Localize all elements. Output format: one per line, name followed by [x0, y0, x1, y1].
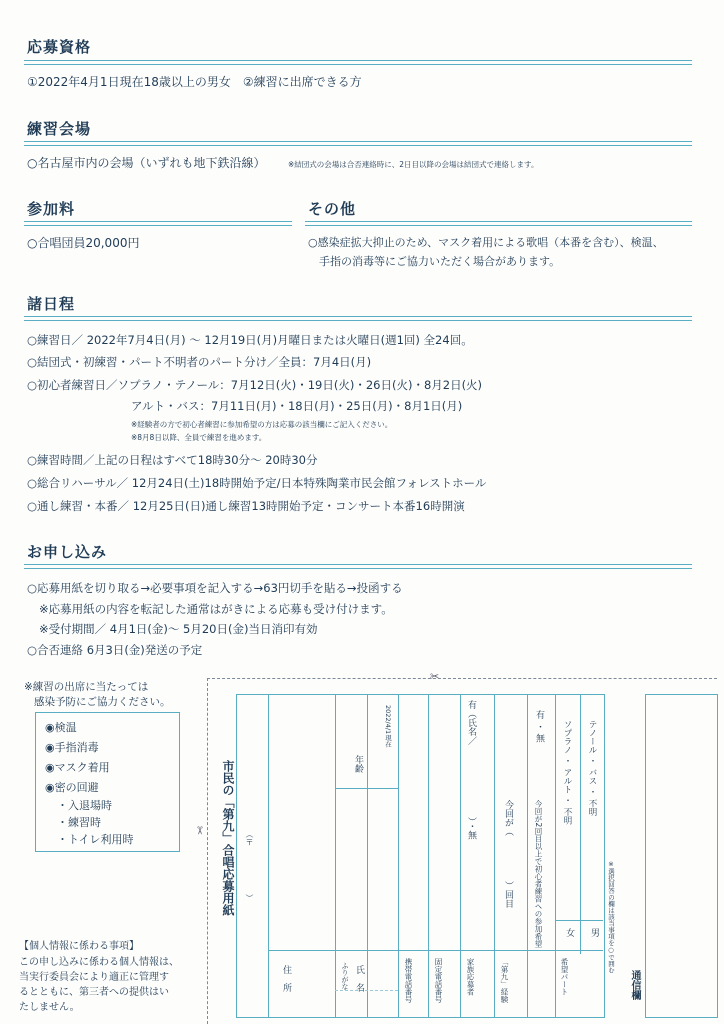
section-rule: [24, 316, 692, 321]
section-rule: [24, 141, 692, 146]
form-title: 市民の「第九」合唱応募用紙: [221, 760, 235, 916]
infection-item: ◉手指消毒: [45, 741, 99, 754]
infection-intro1: ※練習の出席に当たっては: [24, 681, 149, 693]
infection-intro2: 感染予防にご協力ください。: [34, 696, 171, 708]
form-furigana-divider: [335, 990, 398, 991]
privacy-line: 当実行委員会により適正に管理す: [19, 972, 169, 983]
section-rule: [24, 564, 692, 569]
female-parts: ソプラノ ・ アルト ・ 不明: [562, 720, 572, 825]
comm-box: [645, 694, 718, 1018]
part-label: 希望パート: [560, 958, 569, 996]
form-col-divider: [555, 694, 556, 1017]
apply-item1: ○応募用紙を切り取る→必要事項を記入する→63円切手を貼る→投函する: [27, 581, 403, 595]
schedule-item4: ○練習時間／上記の日程はすべて18時30分～ 20時30分: [27, 453, 318, 467]
part-note: ※選択回答の欄は該当事項を○で囲む: [607, 860, 615, 974]
infection-subitem: ・トイレ利用時: [57, 833, 134, 846]
venue-text: ○名古屋市内の会場（いずれも地下鉄沿線）: [27, 156, 266, 170]
infection-item: ◉密の回避: [45, 781, 99, 794]
form-col-divider: [580, 694, 581, 954]
form-gender-divider: [555, 920, 603, 921]
privacy-title: 【個人情報に係わる事項】: [19, 941, 139, 952]
privacy-line: この申し込みに係わる個人情報は、: [19, 957, 179, 968]
qualification-heading: 応募資格: [27, 38, 92, 56]
schedule-item3b: アルト・バス：7月11日(月)・18日(月)・25日(月)・8月1日(月): [131, 399, 463, 413]
other-line1: ○感染症拡大抑止のため、マスク着用による歌唱（本番を含む）、検温、: [308, 236, 664, 249]
schedule-item6: ○通し練習・本番／ 12月25日(日)通し練習13時開始予定・コンサート本番16時開演: [27, 499, 465, 513]
form-label-divider: [268, 950, 603, 951]
name-label: 氏 名: [354, 965, 364, 992]
family-label: 家族応募者: [466, 958, 475, 996]
experience-label: 「第九」経験: [500, 958, 509, 1003]
family-value: 有（氏名／ ）・無: [466, 700, 476, 840]
venue-heading: 練習会場: [27, 120, 92, 138]
cut-line-vertical: [207, 678, 208, 1024]
form-col-divider: [268, 694, 269, 1017]
other-heading: その他: [308, 200, 357, 218]
schedule-item2: ○結団式・初練習・パート不明者のパート分け／全員：7月4日(月): [27, 355, 372, 369]
venue-note: ※結団式の会場は合否連絡時に、2日目以降の会場は結団式で連絡します。: [288, 160, 539, 169]
furigana-label: ふりがな: [341, 962, 349, 990]
form-col-divider: [494, 694, 495, 1017]
form-col-divider: [460, 694, 461, 1017]
infection-subitem: ・入退場時: [57, 799, 112, 812]
form-col-divider: [367, 694, 368, 1017]
apply-item3: ※受付期間／ 4月1日(金)～ 5月20日(金)当日消印有効: [39, 622, 318, 636]
section-rule: [24, 221, 292, 226]
form-age-divider: [335, 788, 398, 789]
scissors-icon: ✂: [430, 670, 440, 683]
beginner-question: 今回が2回目以上で初心者練習への参加希望: [534, 800, 543, 948]
infection-item: ◉検温: [45, 721, 77, 734]
postal-mark: （〒 ）: [245, 830, 254, 902]
fee-text: ○合唱団員20,000円: [27, 236, 140, 250]
infection-subitem: ・練習時: [57, 816, 101, 829]
privacy-line: るとともに、第三者への提供はい: [19, 987, 169, 998]
section-rule: [24, 60, 692, 65]
form-col-divider: [527, 694, 528, 1017]
form-col-divider: [428, 694, 429, 1017]
schedule-note2: ※8月8日以降、全員で練習を進めます。: [131, 433, 267, 442]
apply-heading: お申し込み: [27, 543, 108, 561]
beginner-value: 有 ・ 無: [534, 710, 544, 743]
male-parts: テノール ・ バス ・ 不明: [587, 720, 597, 816]
comm-label: 通信欄: [629, 970, 640, 1000]
schedule-item3a: ○初心者練習日／ソプラノ・テノール：7月12日(火)・19日(火)・26日(火)・8月2日(火): [27, 378, 483, 392]
apply-item4: ○合否連絡 6月3日(金)発送の予定: [27, 643, 203, 657]
section-rule: [305, 221, 692, 226]
landline-label: 固定電話番号: [434, 958, 443, 1003]
address-label: 住 所: [281, 965, 291, 992]
cut-line: [207, 678, 717, 679]
privacy-line: たしません。: [19, 1002, 80, 1013]
schedule-item5: ○総合リハーサル／ 12月24日(土)18時開始予定/日本特殊陶業市民会館フォレストホール: [27, 476, 487, 490]
infection-item: ◉マスク着用: [45, 761, 110, 774]
schedule-note1: ※経験者の方で初心者練習に参加希望の方は応募の該当欄にご記入ください。: [131, 420, 393, 429]
form-col-divider: [335, 694, 336, 1017]
mobile-label: 携帯電話番号: [404, 958, 413, 1003]
form-col-divider: [398, 694, 399, 1017]
age-label: 年齢: [353, 755, 363, 773]
female-label: 女: [564, 928, 574, 937]
fee-heading: 参加料: [27, 200, 76, 218]
schedule-item1: ○練習日／ 2022年7月4日(月) ～ 12月19日(月)月曜日または火曜日(週1回) 全24回。: [27, 333, 473, 347]
other-line2: 手指の消毒等にご協力いただく場合があります。: [319, 255, 561, 268]
qualification-text: ①2022年4月1日現在18歳以上の男女 ②練習に出席できる方: [27, 75, 362, 89]
schedule-heading: 諸日程: [27, 295, 76, 313]
age-note: 2022/4/1現在: [384, 705, 392, 748]
scissors-icon: ✂: [193, 825, 207, 836]
apply-item2: ※応募用紙の内容を転記した通常はがきによる応募も受け付けます。: [39, 602, 393, 616]
male-label: 男: [589, 928, 599, 937]
experience-value: 今回が（ ）回目: [503, 800, 513, 908]
